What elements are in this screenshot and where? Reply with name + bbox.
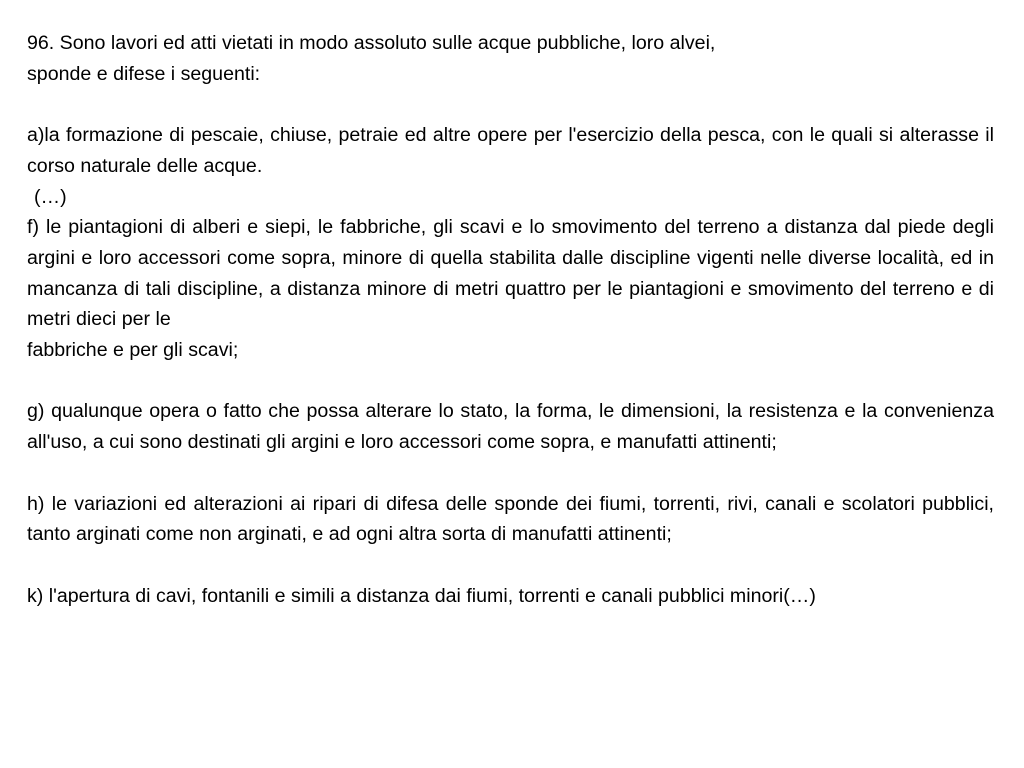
intro-paragraph [27, 28, 994, 89]
paragraph-spacer [27, 458, 994, 489]
paragraph-spacer [27, 550, 994, 581]
paragraph-spacer [27, 89, 994, 120]
item-g-paragraph: g) qualunque opera o fatto che possa alterare lo stato, la forma, le dimensioni, la resistenza e la convenienza all'uso, a cui sono destinati gli argini e loro accessori come sopra, e manufatti attinenti; [27, 400, 994, 454]
item-f-continuation: fabbriche e per gli scavi; [27, 339, 239, 362]
document-body [27, 28, 994, 611]
item-f-paragraph: f) le piantagioni di alberi e siepi, le fabbriche, gli scavi e lo smovimento del terreno a distanza dal piede degli argini e loro accessori come sopra, minore di quella stabilita dalle discipline vigenti nelle diverse località, ed in mancanza di tali discipline, a distanza minore di metri quattro per le piantagioni e smovimento del terreno e di metri dieci per le [27, 216, 994, 331]
intro-line-1: 96. Sono lavori ed atti vietati in modo assoluto sulle acque pubbliche, loro alvei, [27, 32, 716, 54]
item-h-paragraph: h) le variazioni ed alterazioni ai ripari di difesa delle sponde dei fiumi, torrenti, rivi, canali e scolatori pubblici, tanto arginati come non arginati, e ad ogni altra sorta di manufatti attinenti; [27, 492, 994, 546]
omission-ellipsis: (…) [34, 185, 67, 208]
paragraph-spacer [27, 366, 994, 397]
item-a-paragraph: a)la formazione di pescaie, chiuse, petraie ed altre opere per l'esercizio della pesca, con le quali si alterasse il corso naturale delle acque. [27, 124, 994, 177]
intro-line-2: sponde e difese i seguenti: [27, 62, 261, 85]
item-k-paragraph: k) l'apertura di cavi, fontanili e simili a distanza dai fiumi, torrenti e canali pubblici minori(…) [27, 584, 816, 607]
